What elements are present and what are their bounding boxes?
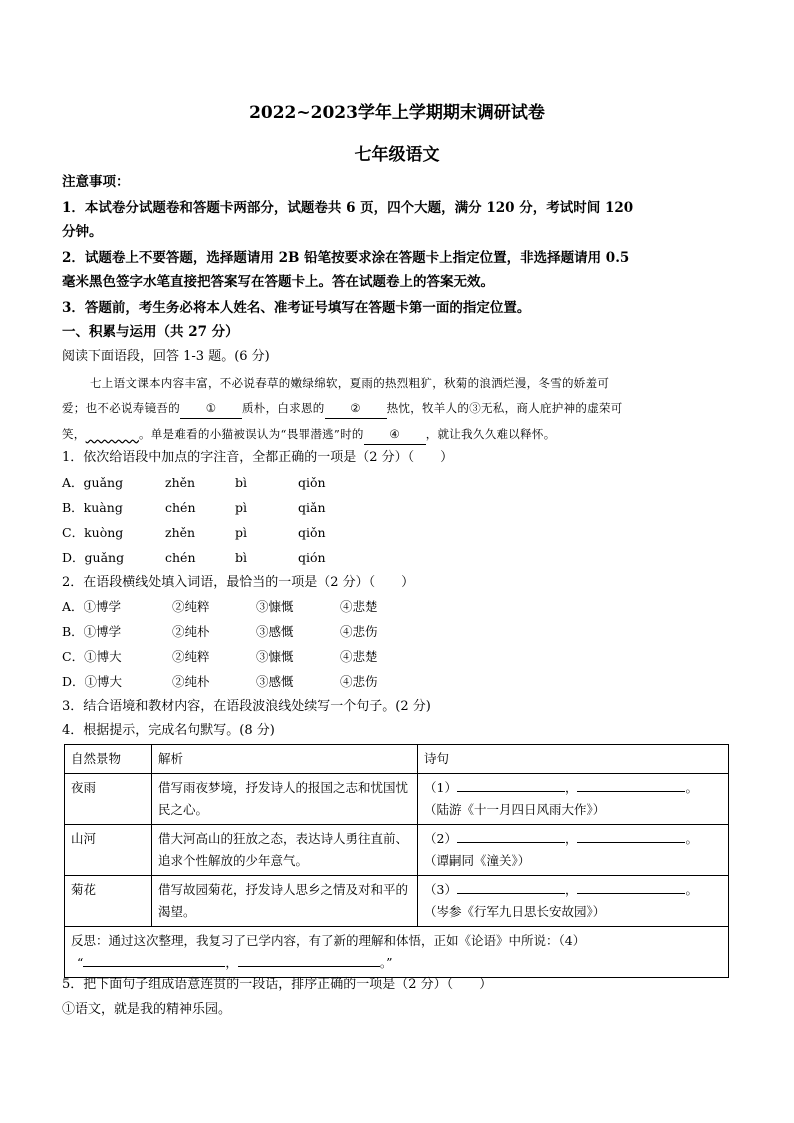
exam-title: 2022~2023学年上学期期末调研试卷 (249, 103, 545, 123)
period: 。 (685, 831, 698, 846)
blank-1: ① (180, 398, 242, 419)
analysis-cell: 借大河高山的狂放之态，表达诗人勇往直前、追求个性解放的少年意气。 (152, 825, 418, 876)
q2-option-b-3: ③感慨 (256, 624, 294, 639)
reading-intro: 阅读下面语段，回答 1-3 题。(6 分) (62, 349, 270, 364)
notes-heading: 注意事项： (62, 174, 130, 190)
poem-source: （谭嗣同《潼关》） (424, 853, 531, 868)
wavy-blank (86, 427, 139, 441)
blank-number: （1） (424, 780, 457, 795)
comma: ， (564, 780, 578, 795)
blank-number: （2） (424, 831, 457, 846)
header-analysis: 解析 (152, 745, 418, 774)
q1-option-b-3: pì (235, 500, 247, 515)
blank-2: ② (325, 398, 387, 419)
fill-blank[interactable] (457, 777, 565, 792)
q1-option-a-4: qiǒn (298, 475, 326, 490)
q2-option-b-4: ④悲伤 (340, 624, 378, 639)
q2-option-c: C．①博大 (62, 649, 122, 664)
q1-option-c-2: zhěn (165, 525, 196, 540)
q2-option-d: D．①博大 (62, 674, 123, 689)
q2-option-d-3: ③感慨 (256, 674, 294, 689)
poem-source: （陆游《十一月四日风雨大作》） (424, 802, 606, 817)
q1-option-d-3: bì (235, 550, 247, 565)
q1-option-a: A．guǎng (62, 475, 124, 490)
q3-stem: 3．结合语境和教材内容，在语段波浪线处续写一个句子。(2 分) (62, 699, 431, 714)
q1-option-b-4: qiǎn (298, 500, 326, 515)
q1-option-a-2: zhěn (165, 475, 196, 490)
table-row (65, 825, 729, 876)
q2-option-b-2: ②纯朴 (172, 624, 210, 639)
scene-cell: 山河 (65, 825, 152, 876)
q2-option-a-4: ④悲楚 (340, 599, 378, 614)
table-row (65, 774, 729, 825)
reflection-row (65, 927, 729, 978)
fill-blank[interactable] (577, 777, 685, 792)
fill-blank[interactable] (83, 952, 225, 967)
poem-cell (418, 825, 729, 876)
fill-blank[interactable] (457, 828, 565, 843)
exam-subtitle: 七年级语文 (354, 145, 440, 165)
q5-sentence-1: ①语文，就是我的精神乐园。 (62, 1002, 232, 1017)
note-3: 3．答题前，考生务必将本人姓名、准考证号填写在答题卡第一面的指定位置。 (62, 300, 531, 316)
q1-option-c-4: qiǒn (298, 525, 326, 540)
scene-cell: 菊花 (65, 876, 152, 927)
passage-line-1: 七上语文课本内容丰富，不必说春草的嫩绿绵软，夏雨的热烈粗犷，秋菊的浪洒烂漫，冬雪的娇羞可 (90, 376, 610, 390)
q1-option-a-3: bì (235, 475, 247, 490)
period: 。 (685, 780, 698, 795)
q5-stem: 5．把下面句子组成语意连贯的一段话，排序正确的一项是（2 分）（ ） (62, 977, 493, 992)
q2-option-a-3: ③慷慨 (256, 599, 294, 614)
q1-option-d: D．guǎng (62, 550, 125, 565)
poem-source: （岑参《行军九日思长安故园》） (424, 904, 606, 919)
q1-option-b: B．kuàng (62, 500, 123, 515)
q2-option-c-3: ③慷慨 (256, 649, 294, 664)
q2-option-a: A．①博学 (62, 599, 122, 614)
q2-option-d-4: ④悲伤 (340, 674, 378, 689)
header-poem: 诗句 (418, 745, 729, 774)
q2-option-b: B．①博学 (62, 624, 122, 639)
fill-blank[interactable] (238, 952, 380, 967)
q1-option-d-4: qión (298, 550, 326, 565)
passage-text: 笑， (62, 427, 86, 441)
poem-table (64, 744, 729, 978)
comma: ， (225, 955, 238, 970)
q1-option-b-2: chén (165, 500, 196, 515)
q2-option-c-4: ④悲楚 (340, 649, 378, 664)
analysis-cell: 借写故园菊花，抒发诗人思乡之情及对和平的渴望。 (152, 876, 418, 927)
section-1-heading: 一、积累与运用（共 27 分） (62, 324, 239, 340)
blank-4: ④ (364, 424, 426, 445)
q1-option-c: C．kuòng (62, 525, 124, 540)
q1-stem: 1．依次给语段中加点的字注音，全都正确的一项是（2 分）（ ） (62, 450, 454, 465)
q2-option-c-2: ②纯粹 (172, 649, 210, 664)
passage-text: ，就让我久久难以释怀。 (425, 427, 556, 441)
header-scene: 自然景物 (65, 745, 152, 774)
q2-option-d-2: ②纯朴 (172, 674, 210, 689)
poem-cell (418, 876, 729, 927)
table-row (65, 876, 729, 927)
passage-text: 热忱，牧羊人的③无私，商人庇护神的虚荣可 (386, 401, 623, 415)
passage-text: 爱；也不必说寿镜吾的 (62, 401, 180, 415)
q2-option-a-2: ②纯粹 (172, 599, 210, 614)
reflection-cell (65, 927, 729, 978)
comma: ， (564, 882, 578, 897)
passage-line-3 (62, 424, 556, 445)
open-quote: “ (77, 955, 84, 970)
passage-text: 。单是难看的小猫被误认为“畏罪潜逃”时的 (138, 427, 364, 441)
fill-blank[interactable] (457, 879, 565, 894)
period: 。 (685, 882, 698, 897)
note-2-line-2: 毫米黑色签字水笔直接把答案写在答题卡上。答在试题卷上的答案无效。 (62, 274, 494, 290)
analysis-cell: 借写雨夜梦境，抒发诗人的报国之志和忧国忧民之心。 (152, 774, 418, 825)
note-2-line-1: 2．试题卷上不要答题，选择题请用 2B 铅笔按要求涂在答题卡上指定位置，非选择题请用 0.5 (62, 250, 630, 266)
q1-option-d-2: chén (165, 550, 196, 565)
fill-blank[interactable] (577, 828, 685, 843)
fill-blank[interactable] (577, 879, 685, 894)
note-1-line-2: 分钟。 (62, 224, 103, 240)
blank-number: （3） (424, 882, 457, 897)
reflection-text: 反思：通过这次整理，我复习了已学内容，有了新的理解和体悟，正如《论语》中所说：（4） (71, 933, 586, 948)
scene-cell: 夜雨 (65, 774, 152, 825)
passage-text: 质朴，白求恩的 (242, 401, 325, 415)
comma: ， (564, 831, 578, 846)
note-1-line-1: 1．本试卷分试题卷和答题卡两部分，试题卷共 6 页，四个大题，满分 120 分，考试时间 120 (62, 200, 634, 216)
close-quote: 。” (379, 955, 393, 970)
q2-stem: 2．在语段横线处填入词语，最恰当的一项是（2 分）（ ） (62, 575, 415, 590)
table-header-row (65, 745, 729, 774)
passage-line-2 (62, 398, 623, 419)
q1-option-c-3: pì (235, 525, 247, 540)
q4-stem: 4．根据提示，完成名句默写。(8 分) (62, 723, 275, 738)
poem-cell (418, 774, 729, 825)
